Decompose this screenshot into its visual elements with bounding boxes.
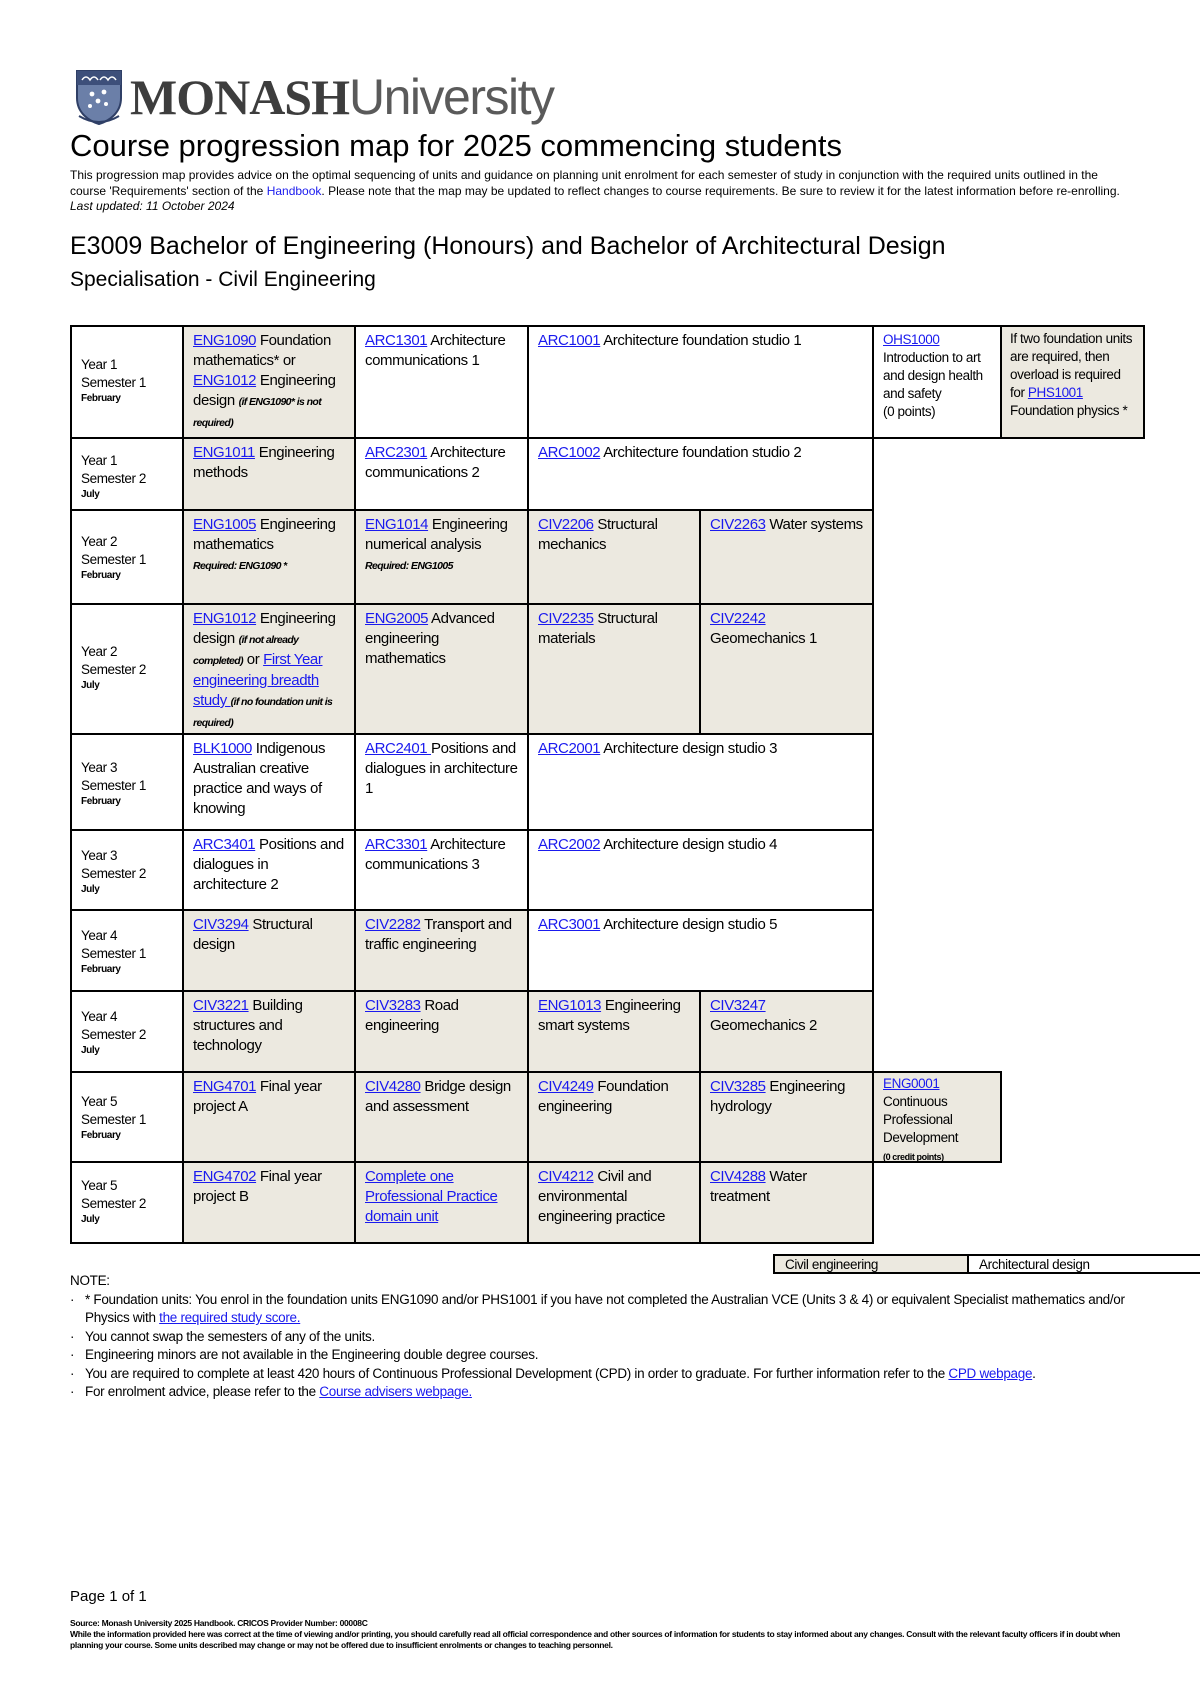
- unit-cell: ENG1014 Engineering numerical analysis Required: ENG1005: [354, 509, 529, 605]
- unit-link[interactable]: CIV4212: [538, 1168, 594, 1185]
- unit-cell: CIV2235 Structural materials: [527, 603, 701, 735]
- unit-link[interactable]: OHS1000: [883, 332, 940, 347]
- unit-link[interactable]: CIV2282: [365, 916, 421, 933]
- unit-link[interactable]: ARC2001: [538, 740, 601, 757]
- note-item: · You are required to complete at least 420 hours of Continuous Professional Development (CPD) in order to graduate. For further information refer to the CPD webpage.: [70, 1365, 1150, 1384]
- unit-link[interactable]: ENG1005: [193, 516, 257, 533]
- unit-cell: BLK1000 Indigenous Australian creative practice and ways of knowing: [182, 733, 356, 831]
- unit-cell: ARC2001 Architecture design studio 3: [527, 733, 874, 831]
- monash-crest-icon: [74, 68, 124, 126]
- unit-link[interactable]: CIV3247: [710, 997, 766, 1014]
- handbook-link[interactable]: Handbook: [266, 183, 322, 198]
- unit-cell: ENG4701 Final year project A: [182, 1071, 356, 1163]
- logo-text-light: University: [349, 69, 554, 125]
- unit-cell: ENG1005 Engineering mathematics Required: ENG1090 *: [182, 509, 356, 605]
- unit-link[interactable]: PHS1001: [1027, 385, 1083, 400]
- unit-link[interactable]: ENG1014: [365, 516, 429, 533]
- study-score-link[interactable]: the required study score.: [159, 1310, 301, 1325]
- unit-link[interactable]: CIV2206: [538, 516, 594, 533]
- unit-link[interactable]: CIV4280: [365, 1078, 421, 1095]
- unit-cell: ARC3301 Architecture communications 3: [354, 829, 529, 911]
- unit-link[interactable]: ARC2002: [538, 836, 601, 853]
- unit-cell: CIV2263 Water systems: [699, 509, 874, 605]
- unit-link[interactable]: ARC2401: [365, 740, 432, 757]
- unit-cell: CIV3285 Engineering hydrology: [699, 1071, 874, 1163]
- unit-link[interactable]: ARC1001: [538, 332, 601, 349]
- unit-cell: CIV3294 Structural design: [182, 909, 356, 992]
- unit-cell: ENG2005 Advanced engineering mathematics: [354, 603, 529, 735]
- unit-link[interactable]: ENG1013: [538, 997, 602, 1014]
- unit-cell: OHS1000 Introduction to art and design health and safety (0 points): [872, 325, 1002, 439]
- unit-cell: ARC1002 Architecture foundation studio 2: [527, 437, 874, 511]
- unit-link[interactable]: ENG4701: [193, 1078, 257, 1095]
- row-label: Year 5 Semester 1 February: [70, 1071, 184, 1163]
- unit-cell: CIV3247 Geomechanics 2: [699, 990, 874, 1073]
- unit-link[interactable]: ARC2301: [365, 444, 428, 461]
- specialisation-title: Specialisation - Civil Engineering: [70, 268, 376, 291]
- unit-cell: ENG1011 Engineering methods: [182, 437, 356, 511]
- page-title: Course progression map for 2025 commencing students: [70, 128, 842, 163]
- page-number: Page 1 of 1: [70, 1588, 147, 1605]
- row-label: Year 1 Semester 1 February: [70, 325, 184, 439]
- unit-link[interactable]: ENG1090: [193, 332, 257, 349]
- foundation-note-cell: If two foundation units are required, then overload is required for PHS1001 Foundation physics *: [1000, 325, 1145, 439]
- unit-cell: ARC2301 Architecture communications 2: [354, 437, 529, 511]
- unit-link[interactable]: ARC3001: [538, 916, 601, 933]
- intro-text: This progression map provides advice on the optimal sequencing of units and guidance on planning unit enrolment for each semester of study in conjunction with the required units outlined in the course 'Requirements' section of the Handbook. Please note that the map may be updated to reflect changes to course requirements. Be sure to review it for the latest information before re-enrolling. Last updated: 11 October 2024: [70, 168, 1120, 213]
- footer-disclaimer: Source: Monash University 2025 Handbook. CRICOS Provider Number: 00008C While the information provided here was correct at the time of viewing and/or printing, you should carefully read all official correspondence and other sources of information for students to stay informed about any changes. Consult with the relevant faculty officers if in doubt when planning your course. Some units described may change or may not be offered due to insufficient enrolments or changes to teaching personnel.: [70, 1618, 1121, 1650]
- unit-link[interactable]: CIV2235: [538, 610, 594, 627]
- unit-link[interactable]: CIV3285: [710, 1078, 766, 1095]
- row-label: Year 1 Semester 2 July: [70, 437, 184, 511]
- unit-cell: ENG0001 Continuous Professional Development (0 credit points): [872, 1071, 1002, 1163]
- last-updated: Last updated: 11 October 2024: [70, 199, 235, 213]
- row-label: Year 5 Semester 2 July: [70, 1161, 184, 1244]
- unit-link[interactable]: CIV4288: [710, 1168, 766, 1185]
- cpd-webpage-link[interactable]: CPD webpage: [948, 1365, 1033, 1381]
- unit-cell: CIV3221 Building structures and technology: [182, 990, 356, 1073]
- unit-link[interactable]: CIV3294: [193, 916, 249, 933]
- unit-cell: ENG1013 Engineering smart systems: [527, 990, 701, 1073]
- unit-cell: ARC3001 Architecture design studio 5: [527, 909, 874, 992]
- unit-link[interactable]: ARC3401: [193, 836, 256, 853]
- unit-cell: CIV4212 Civil and environmental engineering practice: [527, 1161, 701, 1244]
- unit-cell: CIV2242 Geomechanics 1: [699, 603, 874, 735]
- row-label: Year 4 Semester 1 February: [70, 909, 184, 992]
- course-title: E3009 Bachelor of Engineering (Honours) and Bachelor of Architectural Design: [70, 232, 946, 260]
- unit-cell: ARC2002 Architecture design studio 4: [527, 829, 874, 911]
- unit-link[interactable]: ENG1011: [193, 444, 255, 461]
- legend-architectural: Architectural design: [967, 1254, 1200, 1274]
- unit-link[interactable]: ENG0001: [883, 1076, 940, 1091]
- unit-link[interactable]: ARC3301: [365, 836, 428, 853]
- legend-civil: Civil engineering: [773, 1254, 969, 1274]
- unit-link[interactable]: CIV3221: [193, 997, 249, 1014]
- note-item: · You cannot swap the semesters of any of the units.: [70, 1328, 1150, 1347]
- unit-cell: ENG4702 Final year project B: [182, 1161, 356, 1244]
- logo-text-bold: MONASH: [130, 69, 349, 125]
- unit-link[interactable]: ARC1301: [365, 332, 428, 349]
- note-item: · Engineering minors are not available in the Engineering double degree courses.: [70, 1346, 1150, 1365]
- unit-cell: CIV2206 Structural mechanics: [527, 509, 701, 605]
- monash-logo: [74, 66, 553, 128]
- row-label: Year 4 Semester 2 July: [70, 990, 184, 1073]
- breadth-study-link[interactable]: First Year engineering breadth study: [193, 651, 323, 709]
- professional-practice-link[interactable]: Complete one Professional Practice domain unit: [365, 1168, 498, 1225]
- unit-cell: CIV4288 Water treatment: [699, 1161, 874, 1244]
- unit-cell: CIV4280 Bridge design and assessment: [354, 1071, 529, 1163]
- unit-cell: ARC1301 Architecture communications 1: [354, 325, 529, 439]
- row-label: Year 3 Semester 2 July: [70, 829, 184, 911]
- course-advisers-link[interactable]: Course advisers webpage.: [319, 1384, 472, 1399]
- unit-link[interactable]: ENG2005: [365, 610, 429, 627]
- row-label: Year 2 Semester 1 February: [70, 509, 184, 605]
- unit-cell: CIV3283 Road engineering: [354, 990, 529, 1073]
- unit-link[interactable]: ARC1002: [538, 444, 601, 461]
- notes-section: [70, 1272, 1150, 1402]
- unit-link[interactable]: CIV2242: [710, 610, 766, 627]
- row-label: Year 3 Semester 1 February: [70, 733, 184, 831]
- unit-link[interactable]: ENG1012: [193, 610, 257, 627]
- unit-link[interactable]: CIV2263: [710, 516, 766, 533]
- unit-link[interactable]: BLK1000: [193, 740, 252, 757]
- note-item: · For enrolment advice, please refer to the Course advisers webpage.: [70, 1383, 1150, 1402]
- row-label: Year 2 Semester 2 July: [70, 603, 184, 735]
- unit-cell: ARC2401 Positions and dialogues in architecture 1: [354, 733, 529, 831]
- unit-link[interactable]: CIV3283: [365, 997, 421, 1014]
- unit-link[interactable]: ENG1012: [193, 372, 257, 389]
- unit-cell: CIV4249 Foundation engineering: [527, 1071, 701, 1163]
- unit-link[interactable]: ENG4702: [193, 1168, 257, 1185]
- note-item: · * Foundation units: You enrol in the foundation units ENG1090 and/or PHS1001 if you have not completed the Australian VCE (Units 3 & 4) or equivalent Specialist mathematics and/or Physics with the required study score.: [70, 1291, 1150, 1328]
- unit-cell: ENG1090 Foundation mathematics* or ENG1012 Engineering design (if ENG1090* is not required): [182, 325, 356, 439]
- unit-cell: ENG1012 Engineering design (if not already completed) or First Year engineering breadth study (if no foundation unit is required): [182, 603, 356, 735]
- unit-cell: [354, 1161, 529, 1244]
- unit-cell: ARC1001 Architecture foundation studio 1: [527, 325, 874, 439]
- notes-heading: NOTE:: [70, 1273, 110, 1288]
- unit-cell: CIV2282 Transport and traffic engineering: [354, 909, 529, 992]
- unit-cell: ARC3401 Positions and dialogues in architecture 2: [182, 829, 356, 911]
- unit-link[interactable]: CIV4249: [538, 1078, 594, 1095]
